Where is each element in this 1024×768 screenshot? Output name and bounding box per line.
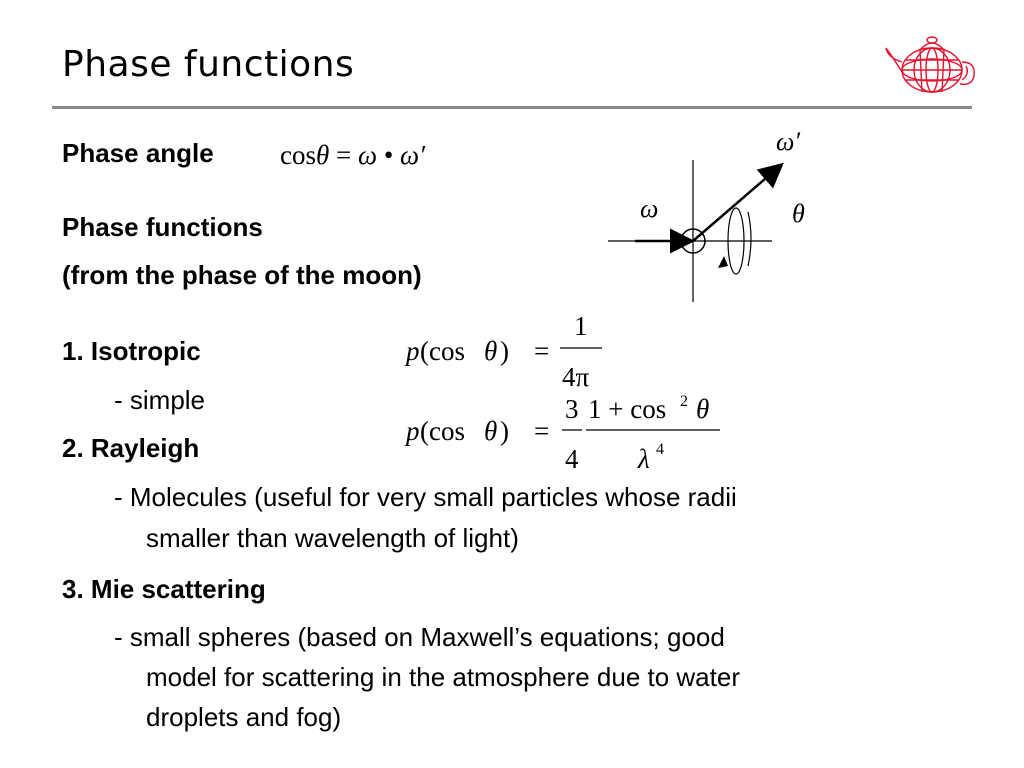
eq2-p: p — [406, 416, 420, 446]
eq1-close: ) — [500, 336, 509, 366]
diagram-theta: θ — [792, 199, 805, 228]
rotation-arrowhead — [718, 256, 728, 268]
eq1-equals: = — [534, 336, 550, 366]
eq2-lambda: λ — [638, 444, 650, 474]
mie-desc-line3: droplets and fog) — [146, 702, 342, 732]
scattered-arrow — [693, 166, 780, 241]
eq2-equals: = — [534, 416, 550, 446]
dot-operator: • — [383, 140, 394, 170]
eq2-open: (cos — [420, 416, 465, 446]
phase-angle-label: Phase angle — [62, 138, 214, 168]
phase-angle-formula — [280, 140, 425, 171]
isotropic-desc: - simple — [114, 385, 206, 415]
diagram-omega: ω — [640, 194, 659, 223]
eq1-denominator: 4π — [562, 362, 590, 392]
omega-symbol: ω — [358, 140, 378, 170]
isotropic-heading: 1. Isotropic — [62, 336, 201, 366]
omega-prime-symbol: ω′ — [400, 140, 426, 170]
mie-desc-line1: - small spheres (based on Maxwell’s equations; good — [114, 622, 725, 652]
teapot-logo-icon — [882, 28, 978, 100]
eq2-close: ) — [500, 416, 509, 446]
eq2-numerator: 1 + cos — [588, 394, 667, 424]
theta-arc — [748, 212, 751, 266]
rayleigh-heading: 2. Rayleigh — [62, 433, 200, 463]
equals-sign: = — [336, 140, 352, 170]
mie-desc-line2: model for scattering in the atmosphere due to water — [146, 662, 740, 692]
theta-symbol: θ — [316, 140, 330, 170]
eq2-theta: θ — [484, 416, 498, 446]
title-divider — [52, 106, 972, 109]
phase-functions-heading: Phase functions — [62, 212, 263, 242]
rayleigh-desc-line1: - Molecules (useful for very small particles whose radii — [114, 482, 737, 512]
mie-heading: 3. Mie scattering — [62, 574, 266, 604]
eq2-coef-num: 3 — [565, 394, 579, 424]
eq1-p: p — [406, 336, 420, 366]
moon-note: (from the phase of the moon) — [62, 260, 422, 290]
rayleigh-desc-line2: smaller than wavelength of light) — [146, 523, 519, 553]
cos-text: cos — [280, 140, 316, 170]
eq2-coef-den: 4 — [565, 444, 579, 474]
eq1-numerator: 1 — [574, 311, 588, 341]
eq1-open: (cos — [420, 336, 465, 366]
phase-angle-diagram — [600, 120, 820, 305]
diagram-omega-prime: ω′ — [776, 127, 801, 156]
eq2-lambda-power: 4 — [656, 441, 664, 458]
slide-title: Phase functions — [62, 44, 355, 85]
eq2-square: 2 — [680, 393, 688, 410]
isotropic-equation — [400, 308, 620, 392]
rayleigh-equation — [400, 390, 730, 474]
eq2-num-theta: θ — [696, 394, 710, 424]
eq1-theta: θ — [484, 336, 498, 366]
axes — [608, 160, 772, 302]
